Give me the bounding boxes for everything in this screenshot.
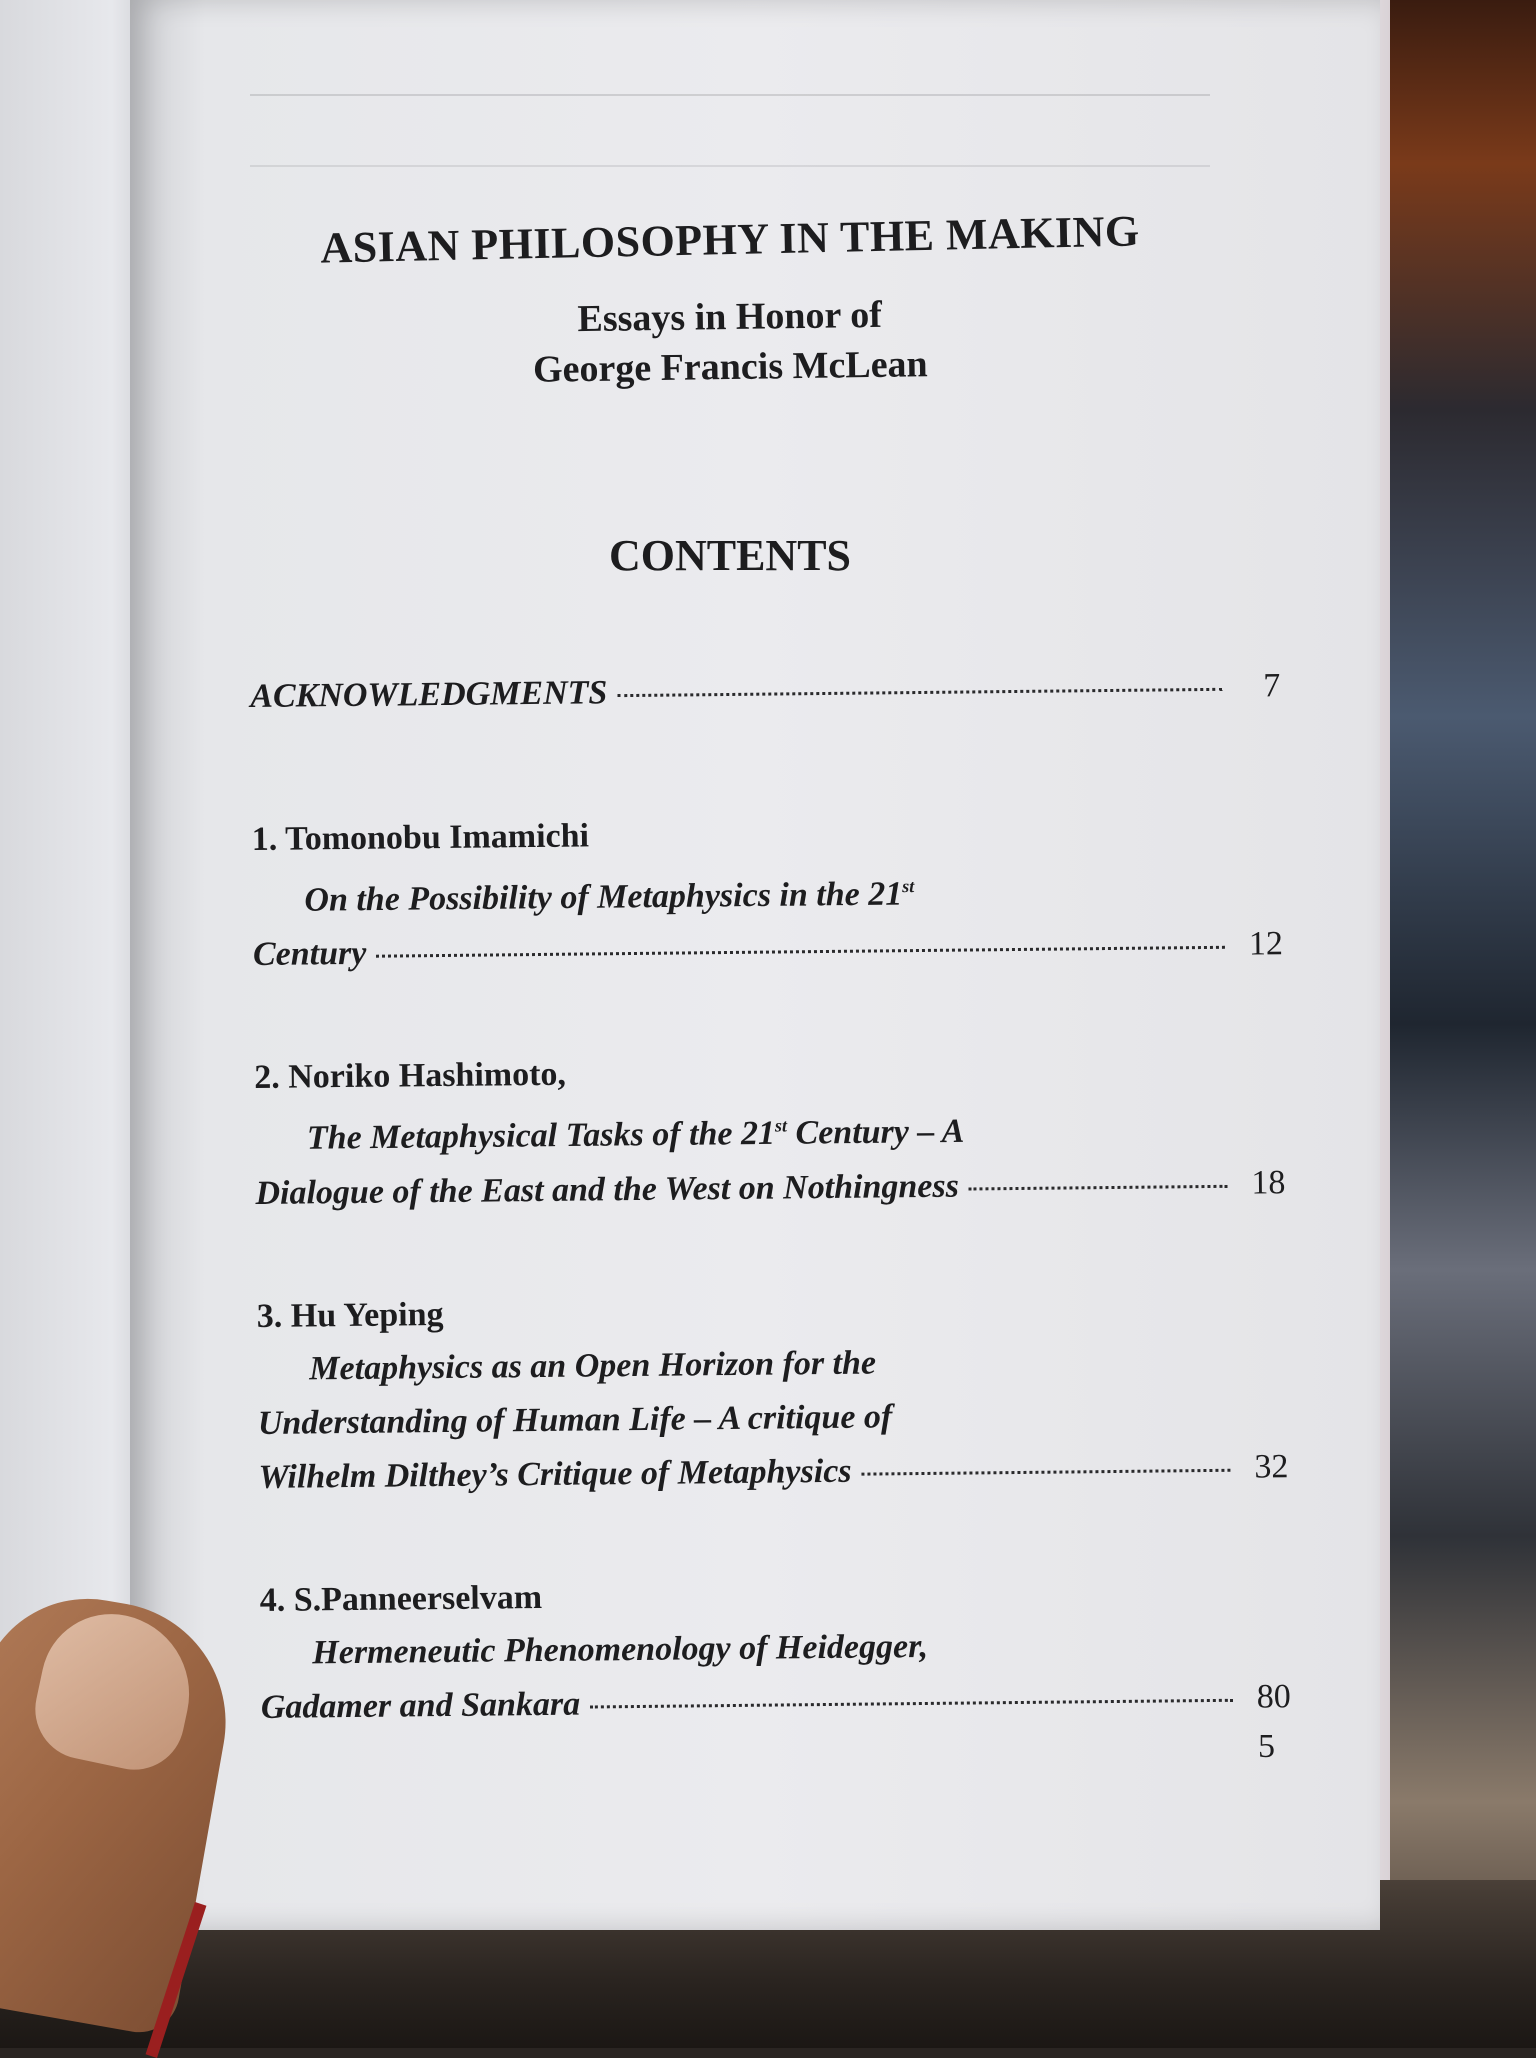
toc-title-last-line xyxy=(255,1156,1286,1221)
bleed-through-header-rule-2 xyxy=(250,165,1210,167)
toc-author: 2. Noriko Hashimoto, xyxy=(254,1056,567,1097)
toc-author: 4. S.Panneerselvam xyxy=(259,1578,543,1619)
toc-page-number: 32 xyxy=(1254,1447,1289,1486)
toc-entry-1[interactable] xyxy=(252,803,1284,982)
toc-title-text: Wilhelm Dilthey’s Critique of Metaphysics xyxy=(258,1452,852,1496)
page-number: 5 xyxy=(1258,1728,1275,1765)
leader-dots xyxy=(376,946,1225,958)
toc-entry-2[interactable] xyxy=(254,1042,1286,1221)
book-subtitle xyxy=(229,285,1230,399)
leader-dots xyxy=(590,1698,1233,1708)
bleed-through-header-rule xyxy=(250,94,1210,96)
toc-author: 3. Hu Yeping xyxy=(256,1295,444,1335)
subtitle-line-1: Essays in Honor of xyxy=(577,293,883,341)
toc-title-last-line xyxy=(261,1670,1292,1735)
contents-heading: CONTENTS xyxy=(608,531,852,580)
toc-title-text: Century xyxy=(252,935,367,974)
toc-page-number: 80 xyxy=(1256,1677,1291,1716)
toc-title-text: On the Possibility of Metaphysics in the 21 xyxy=(304,875,903,919)
toc-title-line: Metaphysics as an Open Horizon for the xyxy=(309,1344,877,1388)
toc-title-line xyxy=(252,855,1283,928)
toc-acknowledgments-label: ACKNOWLEDGMENTS xyxy=(250,674,608,715)
toc-title-text: Dialogue of the East and the West on Nothingness xyxy=(255,1167,960,1212)
toc-entry-4[interactable] xyxy=(259,1564,1291,1735)
leader-dots xyxy=(617,688,1222,697)
toc-title-text: Century – A xyxy=(786,1113,965,1153)
toc-title-superscript: st xyxy=(902,876,915,897)
background-bookshelf xyxy=(1380,0,1536,2048)
toc-title-line: Hermeneutic Phenomenology of Heidegger, xyxy=(312,1627,929,1672)
table-of-contents xyxy=(250,659,1292,1804)
toc-author: 1. Tomonobu Imamichi xyxy=(251,817,590,858)
toc-page-number: 7 xyxy=(1263,667,1281,705)
toc-title-last-line xyxy=(253,918,1284,983)
subtitle-line-2: George Francis McLean xyxy=(532,343,928,391)
leader-dots xyxy=(969,1184,1228,1190)
toc-entry-3[interactable] xyxy=(256,1280,1288,1505)
toc-page-number: 18 xyxy=(1251,1163,1286,1202)
toc-acknowledgments[interactable] xyxy=(250,659,1281,724)
toc-title-superscript: st xyxy=(774,1115,788,1136)
leader-dots xyxy=(862,1468,1231,1475)
toc-page-number: 12 xyxy=(1248,925,1284,963)
toc-title-text: The Metaphysical Tasks of the 21 xyxy=(306,1115,776,1158)
toc-title-last-line xyxy=(258,1440,1289,1505)
book-title: ASIAN PHILOSOPHY IN THE MAKING xyxy=(319,206,1141,273)
toc-title-text: Gadamer and Sankara xyxy=(260,1685,581,1726)
toc-title-line xyxy=(255,1094,1286,1167)
toc-title-line: Understanding of Human Life – A critique of xyxy=(257,1397,893,1442)
